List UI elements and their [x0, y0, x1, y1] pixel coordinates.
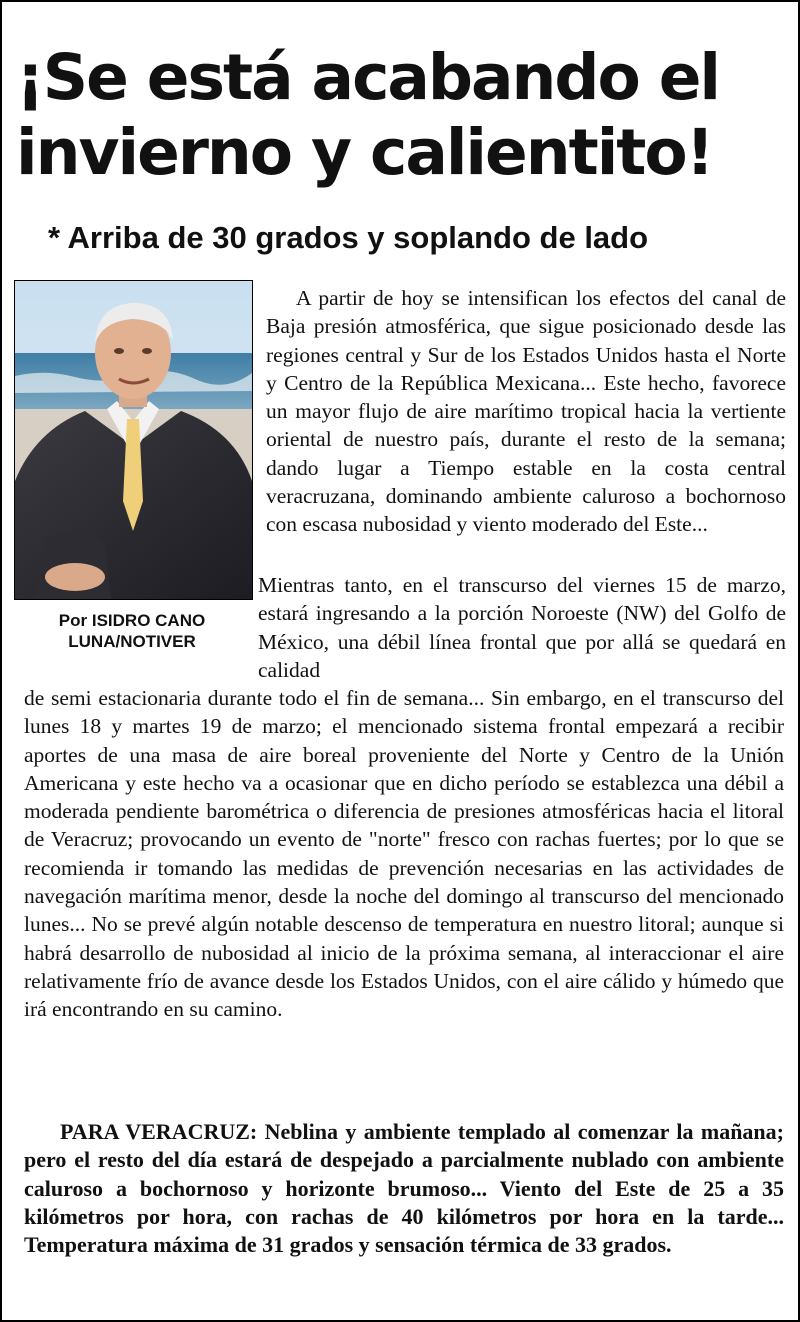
headline-line-2: invierno y calientito!: [16, 116, 713, 189]
byline-line-2: LUNA/NOTIVER: [68, 632, 196, 651]
author-photo: [14, 280, 253, 600]
headline-line-1: ¡Se está acabando el: [16, 41, 720, 114]
article-body-top: A partir de hoy se intensifican los efectos del canal de Baja presión atmosférica, que sigue posicionado desde las regiones central y Sur de los Estados Unidos hasta el Norte y Centro de la República Mexicana... Este hecho, favorece un mayor flujo de aire marítimo tropical hacia la vertiente oriental de nuestro país, durante el resto de la semana; dando lugar a Tiempo estable en la costa central veracruzana, dominando ambiente caluroso a bochornoso con escasa nubosidad y viento moderado del Este...: [266, 286, 786, 537]
article-body-middle: Mientras tanto, en el transcurso del viernes 15 de marzo, estará ingresando a la porción Noroeste (NW) del Golfo de México, una débil línea frontal que por allá se quedará en calidad: [258, 573, 786, 682]
article-body-lower: de semi estacionaria durante todo el fin de semana... Sin embargo, en el transcurso del lunes 18 y martes 19 de marzo; el mencionado sistema frontal empezará a recibir aportes de una masa de aire boreal proveniente del Norte y Centro de la Unión Americana y este hecho va a ocasionar que en dicho período se establezca una débil a moderada pendiente barométrica o diferencia de presiones atmosféricas hacia el litoral de Veracruz; provocando un evento de "norte" fresco con rachas fuertes; por lo que se recomienda ir tomando las medidas de prevención necesarias en las actividades de navegación marítima menor, desde la noche del domingo al transcurso del mencionado lunes... No se prevé algún notable descenso de temperatura en nuestro litoral; aunque si habrá desarrollo de nubosidad al inicio de la próxima semana, al interaccionar el aire relativamente frío de avance desde los Estados Unidos, con el aire cálido y húmedo que irá encontrando en su camino.: [24, 686, 784, 1022]
byline-line-1: Por ISIDRO CANO: [58, 611, 206, 630]
headline: [16, 40, 792, 190]
byline: [12, 610, 252, 652]
forecast-paragraph: PARA VERACRUZ: Neblina y ambiente templado al comenzar la mañana; pero el resto del día estará de despejado a parcialmente nublado con ambiente caluroso a bochornoso y horizonte brumoso... Viento del Este de 25 a 35 kilómetros por hora, con rachas de 40 kilómetros por hora en la tarde... Temperatura máxima de 31 grados y sensación térmica de 33 grados.: [24, 1119, 784, 1258]
subheadline: * Arriba de 30 grados y soplando de lado: [48, 220, 649, 255]
